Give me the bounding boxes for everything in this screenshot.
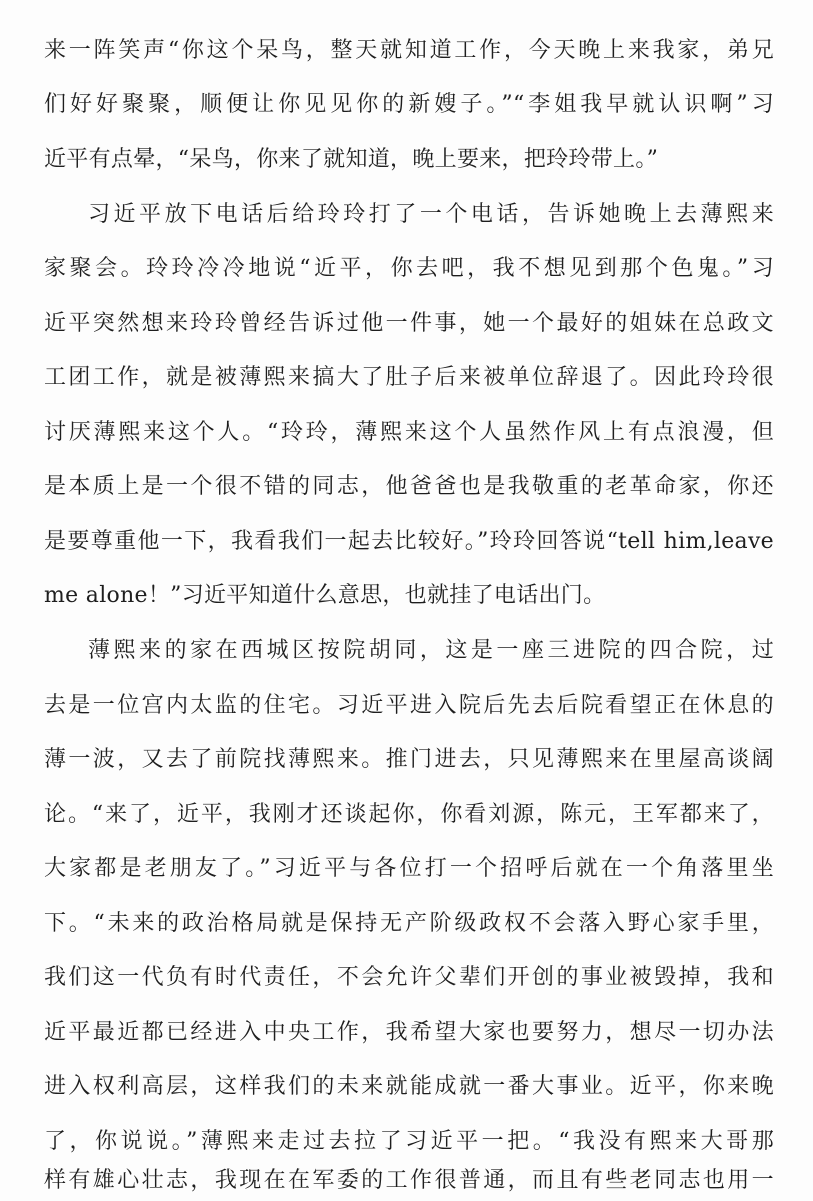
text-line: 是要尊重他一下，我看我们一起去比较好。”玲玲回答说“tell him,leave: [44, 529, 774, 554]
text-line: 进入权利高层，这样我们的未来就能成就一番大事业。近平，你来晚: [44, 1074, 774, 1099]
text-line: 近平突然想来玲玲曾经告诉过他一件事，她一个最好的姐妹在总政文: [44, 311, 774, 336]
text-line: 大家都是老朋友了。”习近平与各位打一个招呼后就在一个角落里坐: [44, 856, 774, 881]
text-line: 们好好聚聚，顺便让你见见你的新嫂子。”“李姐我早就认识啊”习: [44, 92, 774, 117]
text-line: 薄一波，又去了前院找薄熙来。推门进去，只见薄熙来在里屋高谈阔: [44, 747, 774, 772]
text-line: 是本质上是一个很不错的同志，他爸爸也是我敬重的老革命家，你还: [44, 474, 774, 499]
text-line: 近平最近都已经进入中央工作，我希望大家也要努力，想尽一切办法: [44, 1020, 774, 1045]
text-line: me alone！”习近平知道什么意思，也就挂了电话出门。: [44, 583, 606, 608]
text-line: 去是一位宫内太监的住宅。习近平进入院后先去后院看望正在休息的: [44, 693, 774, 718]
text-line: 我们这一代负有时代责任，不会允许父辈们开创的事业被毁掉，我和: [44, 965, 774, 990]
text-line: 工团工作，就是被薄熙来搞大了肚子后来被单位辞退了。因此玲玲很: [44, 365, 774, 390]
paragraph-first-line: 薄熙来的家在西城区按院胡同，这是一座三进院的四合院，过: [88, 638, 774, 663]
text-line: 了，你说说。”薄熙来走过去拉了习近平一把。“我没有熙来大哥那: [44, 1129, 774, 1154]
text-line: 论。“来了，近平，我刚才还谈起你，你看刘源，陈元，王军都来了，: [44, 802, 774, 827]
text-line: 样有雄心壮志，我现在在军委的工作很普通，而且有些老同志也用一: [44, 1168, 774, 1193]
paragraph-first-line: 习近平放下电话后给玲玲打了一个电话，告诉她晚上去薄熙来: [88, 202, 774, 227]
text-line: 下。“未来的政治格局就是保持无产阶级政权不会落入野心家手里，: [44, 911, 774, 936]
text-line: 讨厌薄熙来这个人。“玲玲，薄熙来这个人虽然作风上有点浪漫，但: [44, 420, 774, 445]
text-line: 来一阵笑声“你这个呆鸟，整天就知道工作，今天晚上来我家，弟兄: [44, 38, 774, 63]
text-line: 近平有点晕，“呆鸟，你来了就知道，晚上要来，把玲玲带上。”: [44, 147, 659, 172]
text-line: 家聚会。玲玲冷冷地说“近平，你去吧，我不想见到那个色鬼。”习: [44, 256, 774, 281]
